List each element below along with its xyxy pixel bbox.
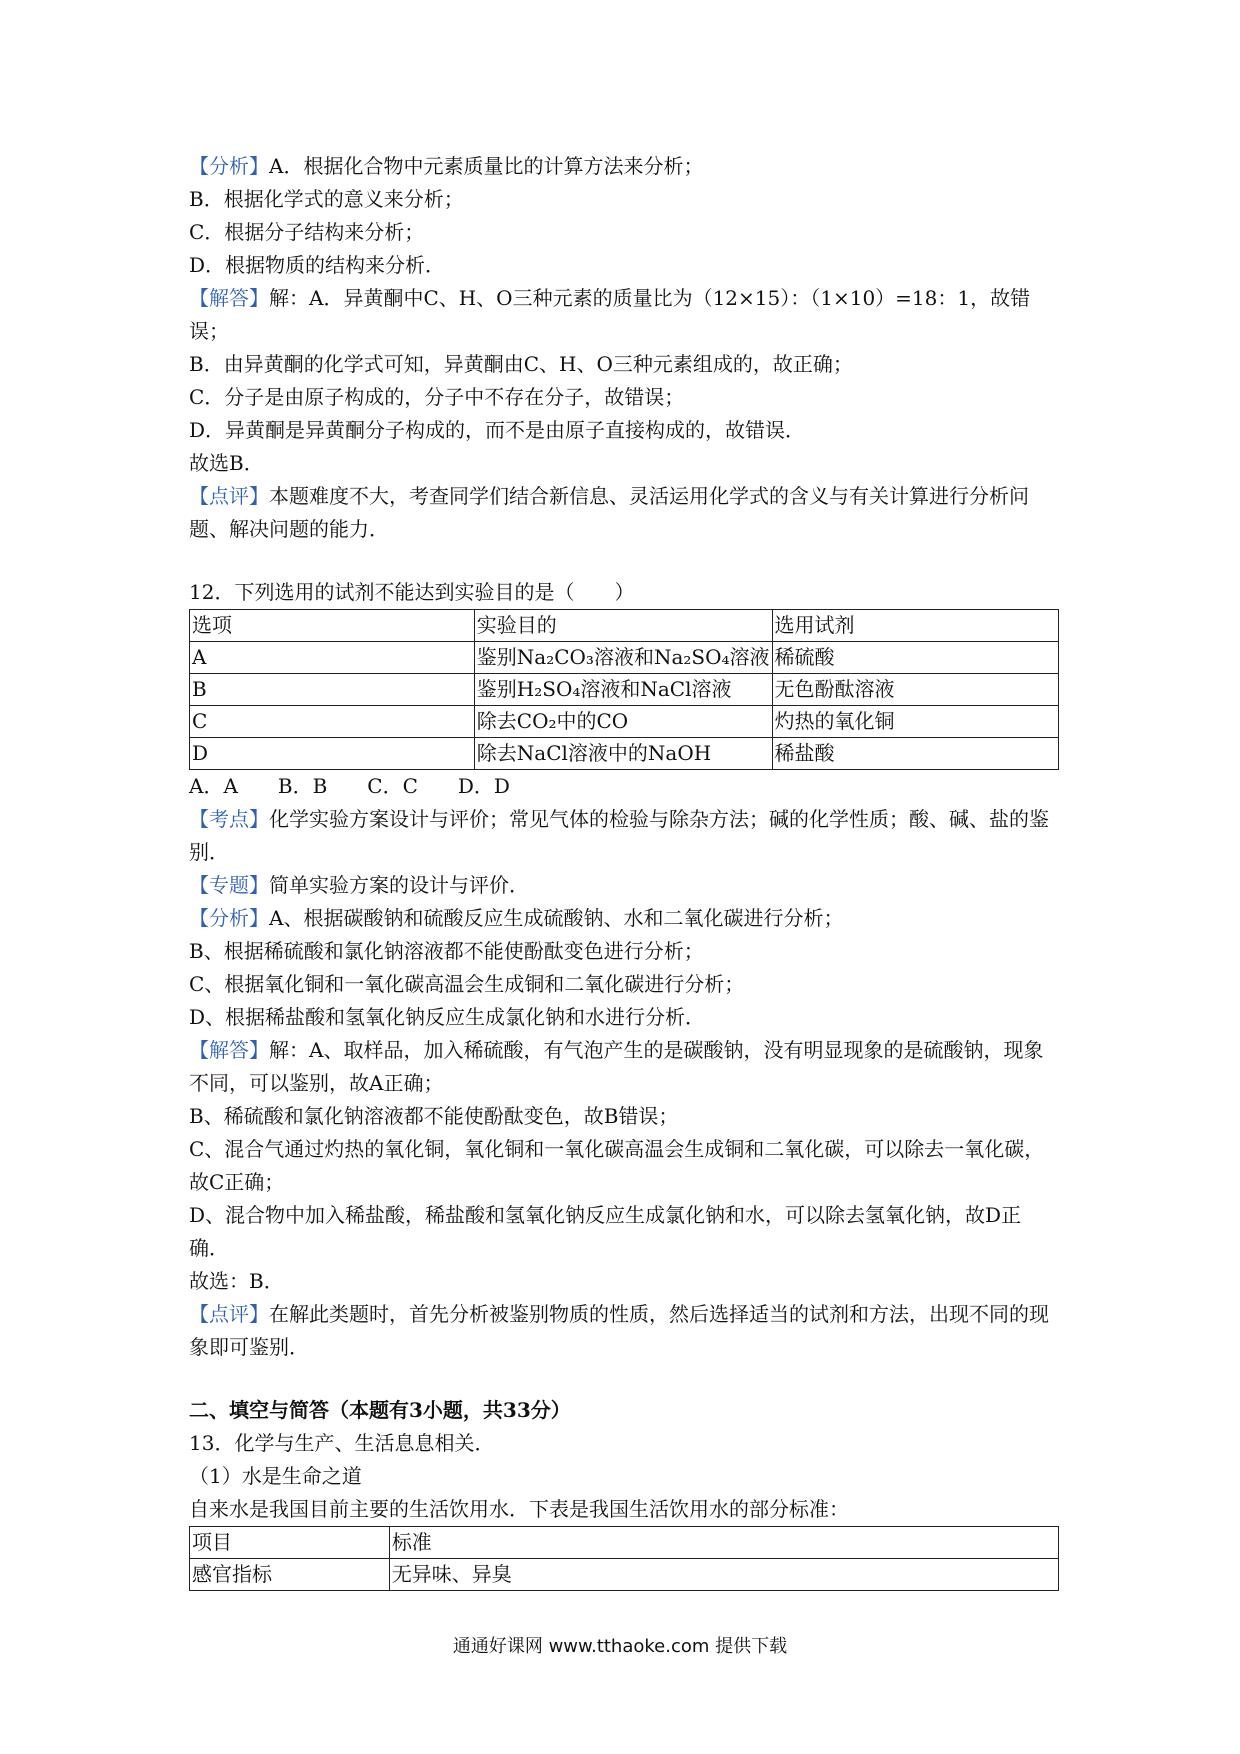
analysis-line: D．根据物质的结构来分析． bbox=[189, 253, 446, 277]
table-header-cell: 项目 bbox=[190, 1527, 390, 1559]
table-row bbox=[190, 642, 1059, 674]
table-header-cell: 选项 bbox=[190, 610, 475, 642]
answer-tag: 【解答】 bbox=[189, 1038, 269, 1062]
zhuanti-tag: 【专题】 bbox=[189, 873, 269, 897]
analysis-line: B、根据稀硫酸和氯化钠溶液都不能使酚酞变色进行分析； bbox=[189, 939, 704, 963]
question-stem: 12．下列选用的试剂不能达到实验目的是（ ） bbox=[189, 580, 635, 604]
analysis-line: B．根据化学式的意义来分析； bbox=[189, 187, 464, 211]
table-cell: 稀盐酸 bbox=[772, 738, 1059, 770]
reagent-table bbox=[189, 609, 1059, 770]
section-heading: 二、填空与简答（本题有3小题，共33分） bbox=[189, 1398, 571, 1422]
spacer bbox=[189, 546, 1059, 576]
comment-paragraph: 【点评】在解此类题时，首先分析被鉴别物质的性质，然后选择适当的试剂和方法，出现不同的现象即可鉴别． bbox=[189, 1302, 1049, 1359]
analysis-tag: 【分析】 bbox=[189, 154, 269, 178]
intro-paragraph: 自来水是我国目前主要的生活饮用水．下表是我国生活饮用水的部分标准： bbox=[189, 1497, 849, 1521]
table-header-cell: 实验目的 bbox=[474, 610, 772, 642]
answer-line: B．由异黄酮的化学式可知，异黄酮由C、H、O三种元素组成的，故正确； bbox=[189, 352, 853, 376]
comment-tag: 【点评】 bbox=[189, 1302, 269, 1326]
table-cell: A bbox=[190, 642, 475, 674]
table-cell: 无色酚酞溶液 bbox=[772, 674, 1059, 706]
analysis-line: C．根据分子结构来分析； bbox=[189, 220, 425, 244]
table-header-row bbox=[190, 1527, 1059, 1559]
answer-line: C、混合气通过灼热的氧化铜，氧化铜和一氧化碳高温会生成铜和二氧化碳，可以除去一氧化碳，故C正确； bbox=[189, 1137, 1045, 1194]
kaodian-tag: 【考点】 bbox=[189, 807, 269, 831]
table-header-row bbox=[190, 610, 1059, 642]
table-cell: C bbox=[190, 706, 475, 738]
table-row bbox=[190, 706, 1059, 738]
answer-line: B、稀硫酸和氯化钠溶液都不能使酚酞变色，故B错误； bbox=[189, 1104, 679, 1128]
table-cell: D bbox=[190, 738, 475, 770]
table-cell: 鉴别Na₂CO₃溶液和Na₂SO₄溶液 bbox=[474, 642, 772, 674]
answer-line: 故选：B． bbox=[189, 1269, 284, 1293]
page-footer: 通通好课网 www.tthaoke.com 提供下载 bbox=[452, 1636, 788, 1657]
comment-tag: 【点评】 bbox=[189, 484, 269, 508]
analysis-line: C、根据氧化铜和一氧化碳高温会生成铜和二氧化碳进行分析； bbox=[189, 972, 745, 996]
table-row bbox=[190, 738, 1059, 770]
table-header-cell: 标准 bbox=[389, 1527, 1058, 1559]
answer-line: C．分子是由原子构成的，分子中不存在分子，故错误； bbox=[189, 385, 685, 409]
table-header-cell: 选用试剂 bbox=[772, 610, 1059, 642]
sub-question: （1）水是生命之道 bbox=[189, 1464, 362, 1488]
analysis-tag: 【分析】 bbox=[189, 906, 269, 930]
spacer bbox=[189, 1364, 1059, 1394]
comment-paragraph: 【点评】本题难度不大，考查同学们结合新信息、灵活运用化学式的含义与有关计算进行分析问题、解决问题的能力． bbox=[189, 484, 1029, 541]
kaodian-paragraph: 【考点】化学实验方案设计与评价；常见气体的检验与除杂方法；碱的化学性质；酸、碱、盐的鉴别． bbox=[189, 807, 1049, 864]
answer-line: D．异黄酮是异黄酮分子构成的，而不是由原子直接构成的，故错误． bbox=[189, 418, 806, 442]
table-cell: 无异味、异臭 bbox=[389, 1559, 1058, 1591]
table-row bbox=[190, 1559, 1059, 1591]
table-cell: 稀硫酸 bbox=[772, 642, 1059, 674]
table-cell: 灼热的氧化铜 bbox=[772, 706, 1059, 738]
table-cell: 除去NaCl溶液中的NaOH bbox=[474, 738, 772, 770]
table-cell: B bbox=[190, 674, 475, 706]
water-standard-table bbox=[189, 1526, 1059, 1591]
answer-line: 故选B． bbox=[189, 451, 264, 475]
answer-choices: A．A B．B C．C D．D bbox=[189, 774, 510, 798]
table-cell: 除去CO₂中的CO bbox=[474, 706, 772, 738]
table-cell: 鉴别H₂SO₄溶液和NaCl溶液 bbox=[474, 674, 772, 706]
analysis-line: D、根据稀盐酸和氢氧化钠反应生成氯化钠和水进行分析． bbox=[189, 1005, 706, 1029]
question-stem: 13．化学与生产、生活息息相关． bbox=[189, 1431, 495, 1455]
analysis-line: 【分析】A．根据化合物中元素质量比的计算方法来分析； bbox=[189, 154, 704, 178]
table-row bbox=[190, 674, 1059, 706]
answer-line: D、混合物中加入稀盐酸，稀盐酸和氢氧化钠反应生成氯化钠和水，可以除去氢氧化钠，故D正确． bbox=[189, 1203, 1022, 1260]
analysis-line: 【分析】A、根据碳酸钠和硫酸反应生成硫酸钠、水和二氧化碳进行分析； bbox=[189, 906, 844, 930]
answer-line: 【解答】解：A、取样品，加入稀硫酸，有气泡产生的是碳酸钠，没有明显现象的是硫酸钠，现象不同，可以鉴别，故A正确； bbox=[189, 1038, 1044, 1095]
table-cell: 感官指标 bbox=[190, 1559, 390, 1591]
answer-tag: 【解答】 bbox=[189, 286, 269, 310]
zhuanti-paragraph: 【专题】简单实验方案的设计与评价． bbox=[189, 873, 529, 897]
page-content bbox=[189, 150, 1059, 1591]
answer-line: 【解答】解：A．异黄酮中C、H、O三种元素的质量比为（12×15）：（1×10）=18：1，故错误； bbox=[189, 286, 1031, 343]
